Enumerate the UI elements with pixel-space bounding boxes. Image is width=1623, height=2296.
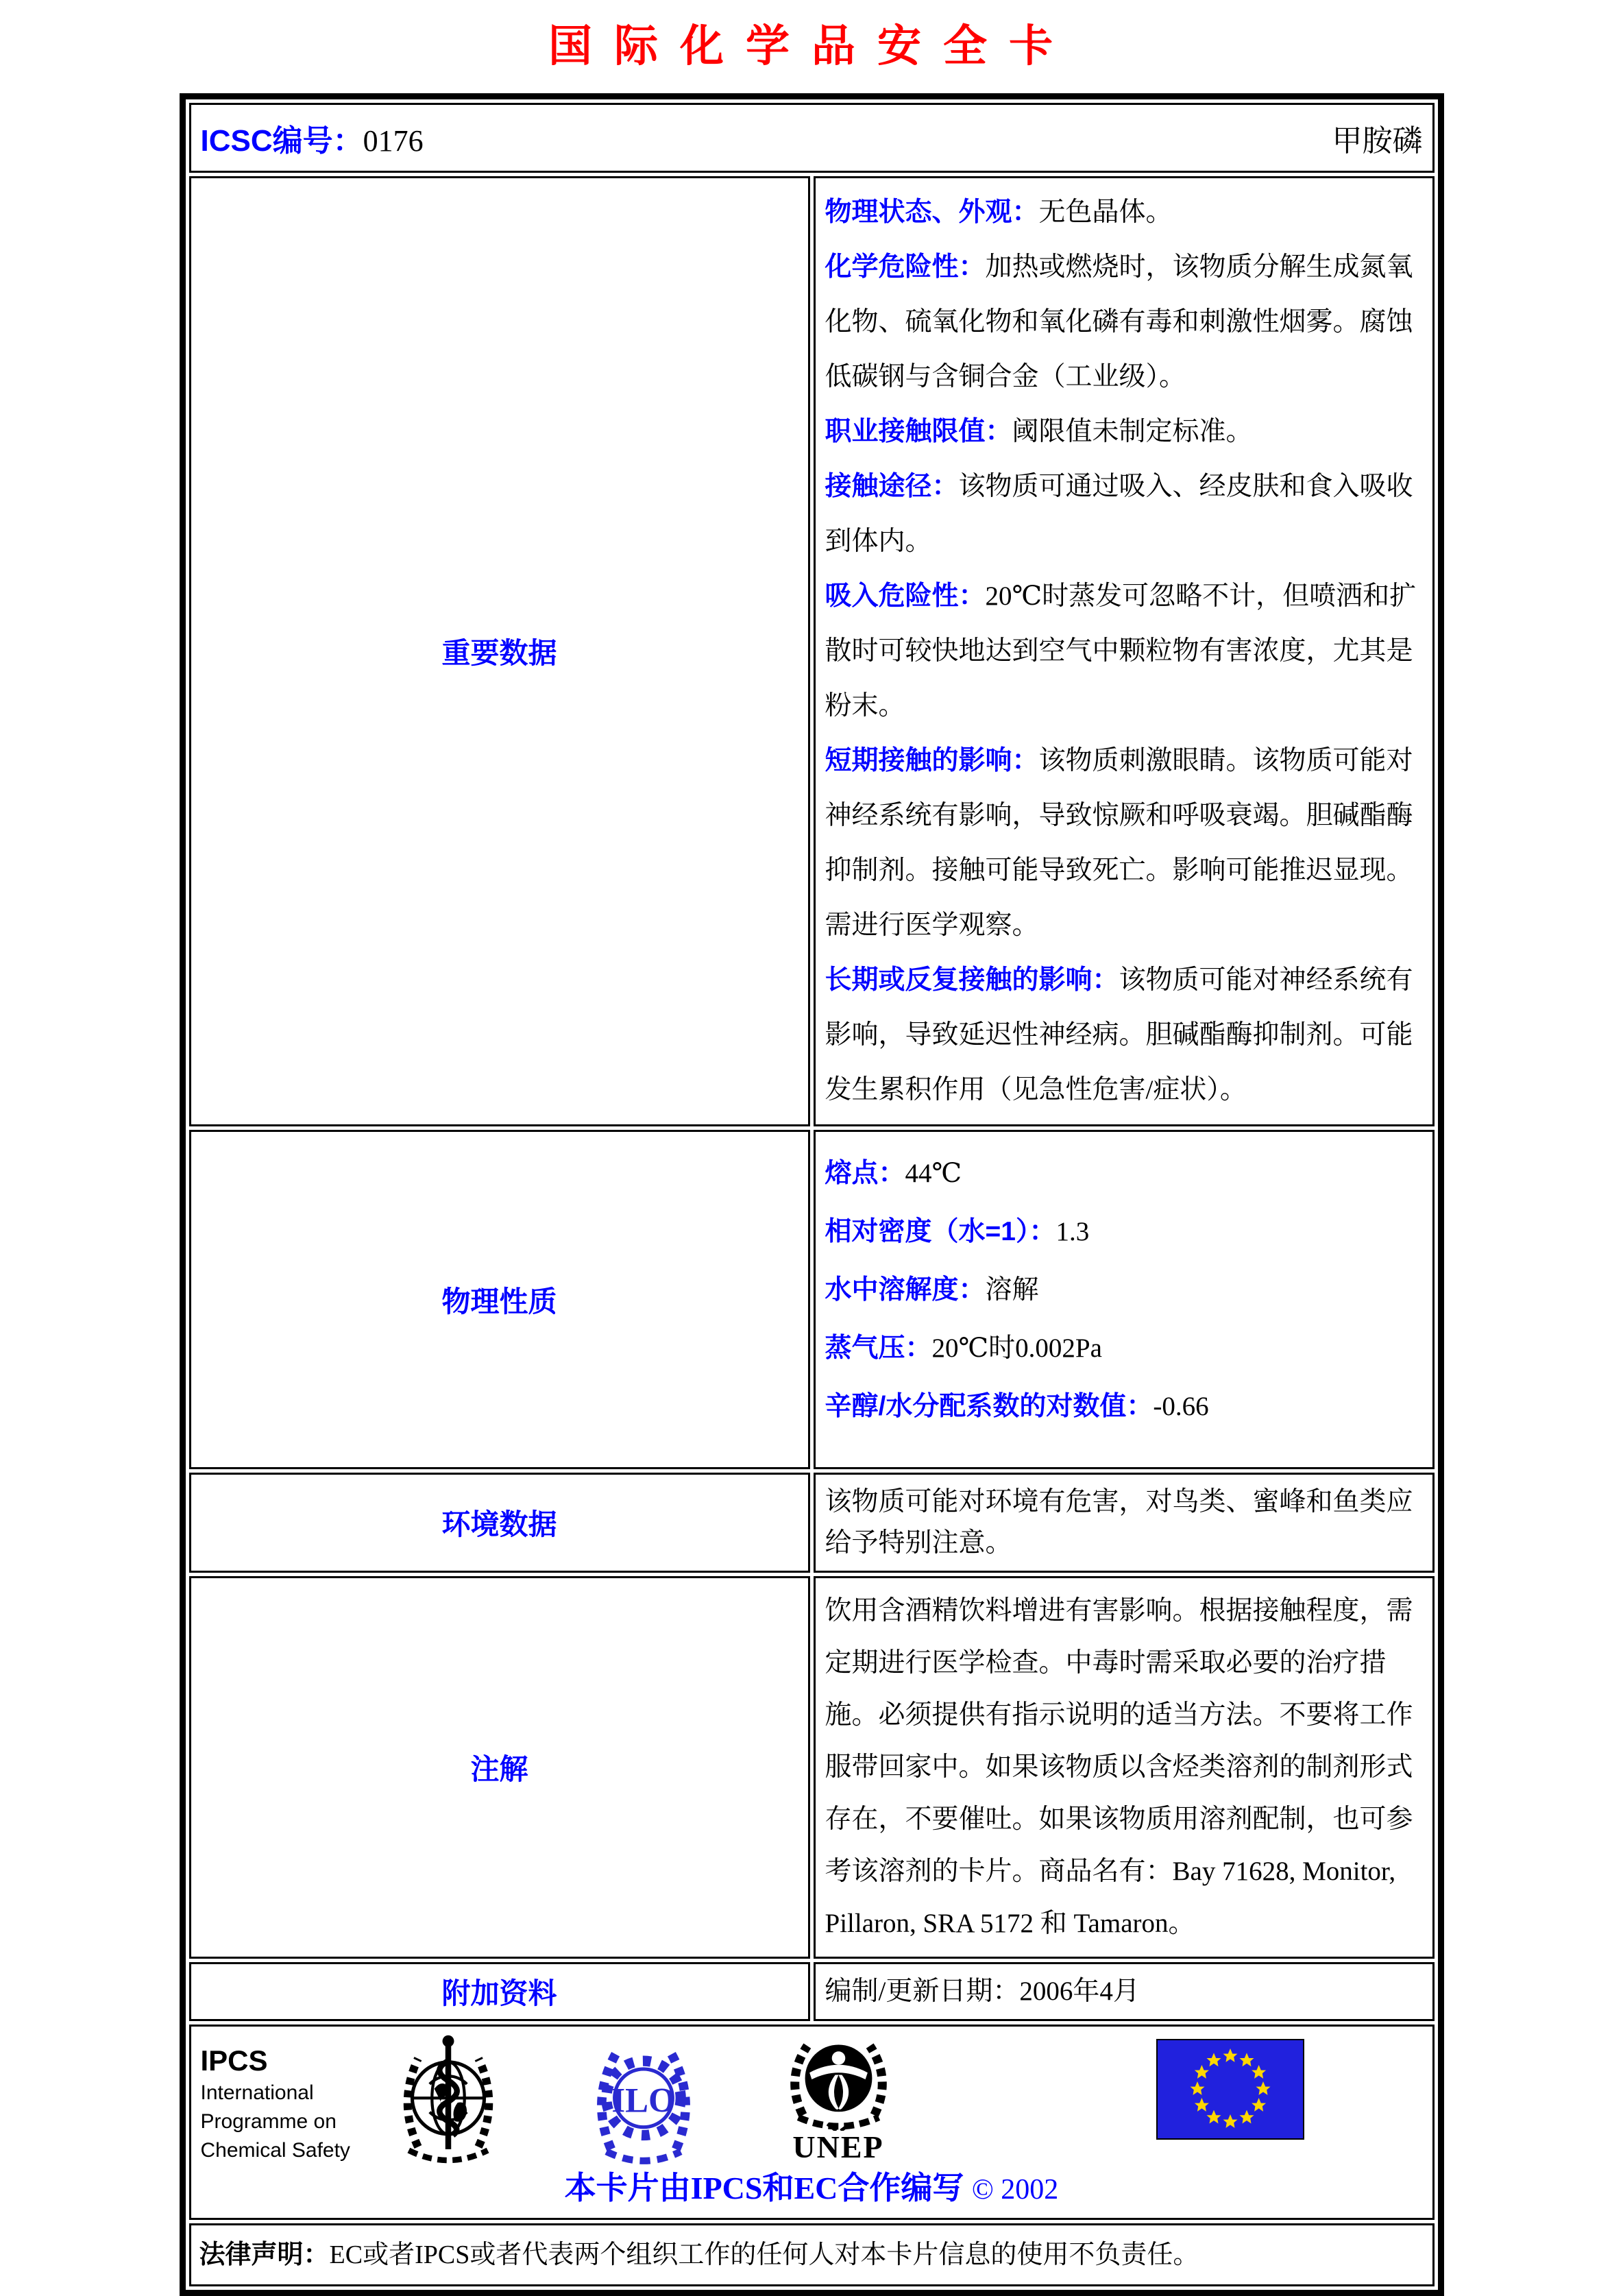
- important-item-text: 无色晶体。: [1038, 197, 1173, 227]
- physical-item-text: 1.3: [1055, 1217, 1090, 1246]
- unep-label: UNEP: [792, 2129, 884, 2164]
- important-item: [825, 404, 1423, 459]
- physical-item-text: 溶解: [985, 1275, 1039, 1305]
- ipcs-subtitle-line: International: [200, 2081, 314, 2104]
- important-item-label: 吸入危险性：: [825, 581, 986, 611]
- logos-row: [189, 2025, 1435, 2220]
- icsc-card-table: [180, 93, 1444, 2296]
- notes-row: [189, 1576, 1435, 1959]
- chemical-name: 甲胺磷: [1332, 124, 1423, 158]
- important-item-label: 职业接触限值：: [825, 417, 1012, 446]
- important-item-label: 物理状态、外观：: [825, 197, 1039, 227]
- ipcs-subtitle-line: Programme on: [200, 2110, 337, 2133]
- row-label-important-data: 重要数据: [189, 176, 810, 1126]
- physical-properties-content: [814, 1130, 1435, 1469]
- environmental-data-row: [189, 1473, 1435, 1573]
- important-item-label: 接触途径：: [825, 472, 959, 501]
- legal-cell: [189, 2223, 1435, 2286]
- update-date-label: 编制/更新日期：: [825, 1977, 1020, 2006]
- additional-info-content: [814, 1962, 1435, 2021]
- physical-item-label: 熔点：: [825, 1159, 905, 1188]
- important-item: [825, 459, 1423, 569]
- important-item-text: 该物质可通过吸入、经皮肤和食入吸收到体内。: [825, 472, 1413, 556]
- row-label-environmental-data: 环境数据: [189, 1473, 810, 1573]
- important-item: [825, 734, 1423, 953]
- physical-item: [825, 1261, 1423, 1319]
- row-label-additional-info: 附加资料: [189, 1962, 810, 2021]
- notes-content: 饮用含酒精饮料增进有害影响。根据接触程度，需定期进行医学检查。中毒时需采取必要的治疗措施。必须提供有指示说明的适当方法。不要将工作服带回家中。如果该物质以含烃类溶剂的制剂形式存在，不要催吐。如果该物质用溶剂配制，也可参考该溶剂的卡片。商品名有：Bay 71628, Monitor, Pillaron, SRA 5172 和 Tamaron。: [814, 1576, 1435, 1959]
- physical-item: [825, 1377, 1423, 1436]
- cooperation-caption-text: 本卡片由IPCS和EC合作编写: [564, 2171, 964, 2206]
- ipcs-acronym: IPCS: [200, 2044, 268, 2077]
- ipcs-block: [201, 2043, 350, 2165]
- legal-label: 法律声明：: [199, 2240, 330, 2269]
- important-item-text: 阈限值未制定标准。: [1012, 417, 1253, 446]
- header-row: [189, 103, 1435, 173]
- environmental-data-content: 该物质可能对环境有危害，对鸟类、蜜峰和鱼类应给予特别注意。: [814, 1473, 1435, 1573]
- logos-cell: [189, 2025, 1435, 2220]
- physical-item-text: -0.66: [1153, 1392, 1209, 1421]
- important-item-label: 化学危险性：: [825, 252, 986, 282]
- header-cell: [189, 103, 1435, 173]
- important-item: [825, 953, 1423, 1117]
- important-item-label: 长期或反复接触的影响：: [825, 965, 1119, 995]
- important-item-text: 该物质可能对神经系统有影响，导致延迟性神经病。胆碱酯酶抑制剂。可能发生累积作用（见急性危害/症状）。: [825, 965, 1413, 1104]
- who-logo-icon: [390, 2031, 507, 2171]
- update-date-value: 2006年4月: [1019, 1977, 1140, 2006]
- additional-info-row: [189, 1962, 1435, 2021]
- physical-item: [825, 1203, 1423, 1261]
- physical-item-label: 水中溶解度：: [825, 1275, 986, 1305]
- row-label-notes: 注解: [189, 1576, 810, 1959]
- physical-item-text: 20℃时0.002Pa: [931, 1333, 1102, 1363]
- important-item-label: 短期接触的影响：: [825, 746, 1039, 775]
- physical-item-label: 蒸气压：: [825, 1333, 932, 1363]
- important-item: [825, 240, 1423, 404]
- ilo-letters: ILO: [611, 2081, 676, 2120]
- physical-item: [825, 1319, 1423, 1377]
- legal-row: [189, 2223, 1435, 2286]
- important-item-text: 20℃时蒸发可忽略不计，但喷洒和扩散时可较快地达到空气中颗粒物有害浓度，尤其是粉末。: [825, 581, 1417, 721]
- icsc-number-label: ICSC编号：: [200, 124, 363, 158]
- important-item: [825, 185, 1423, 240]
- physical-item: [825, 1144, 1423, 1203]
- ilo-logo-icon: [585, 2031, 702, 2171]
- important-item: [825, 569, 1423, 734]
- legal-text: EC或者IPCS或者代表两个组织工作的任何人对本卡片信息的使用不负责任。: [329, 2240, 1199, 2269]
- copyright-year: © 2002: [971, 2174, 1059, 2206]
- unep-logo-icon: [782, 2028, 895, 2163]
- page-title: 国际化学品安全卡: [548, 22, 1075, 71]
- important-item-text: 该物质刺激眼睛。该物质可能对神经系统有影响，导致惊厥和呼吸衰竭。胆碱酯酶抑制剂。接触可能导致死亡。影响可能推迟显现。需进行医学观察。: [825, 746, 1413, 940]
- icsc-number-value: 0176: [363, 124, 424, 158]
- physical-properties-row: [189, 1130, 1435, 1469]
- icsc-number-group: [201, 116, 424, 160]
- important-data-row: [189, 176, 1435, 1126]
- physical-item-label: 相对密度（水=1）：: [825, 1217, 1056, 1246]
- physical-item-label: 辛醇/水分配系数的对数值：: [825, 1392, 1154, 1421]
- important-data-content: [814, 176, 1435, 1126]
- row-label-physical-properties: 物理性质: [189, 1130, 810, 1469]
- cooperation-caption: [191, 2163, 1432, 2208]
- ipcs-subtitle-line: Chemical Safety: [200, 2139, 350, 2162]
- eu-flag-icon: [1156, 2039, 1304, 2143]
- physical-item-text: 44℃: [905, 1159, 962, 1188]
- important-item-text: 加热或燃烧时，该物质分解生成氮氧化物、硫氧化物和氧化磷有毒和刺激性烟雾。腐蚀低碳钢与含铜合金（工业级）。: [825, 252, 1413, 391]
